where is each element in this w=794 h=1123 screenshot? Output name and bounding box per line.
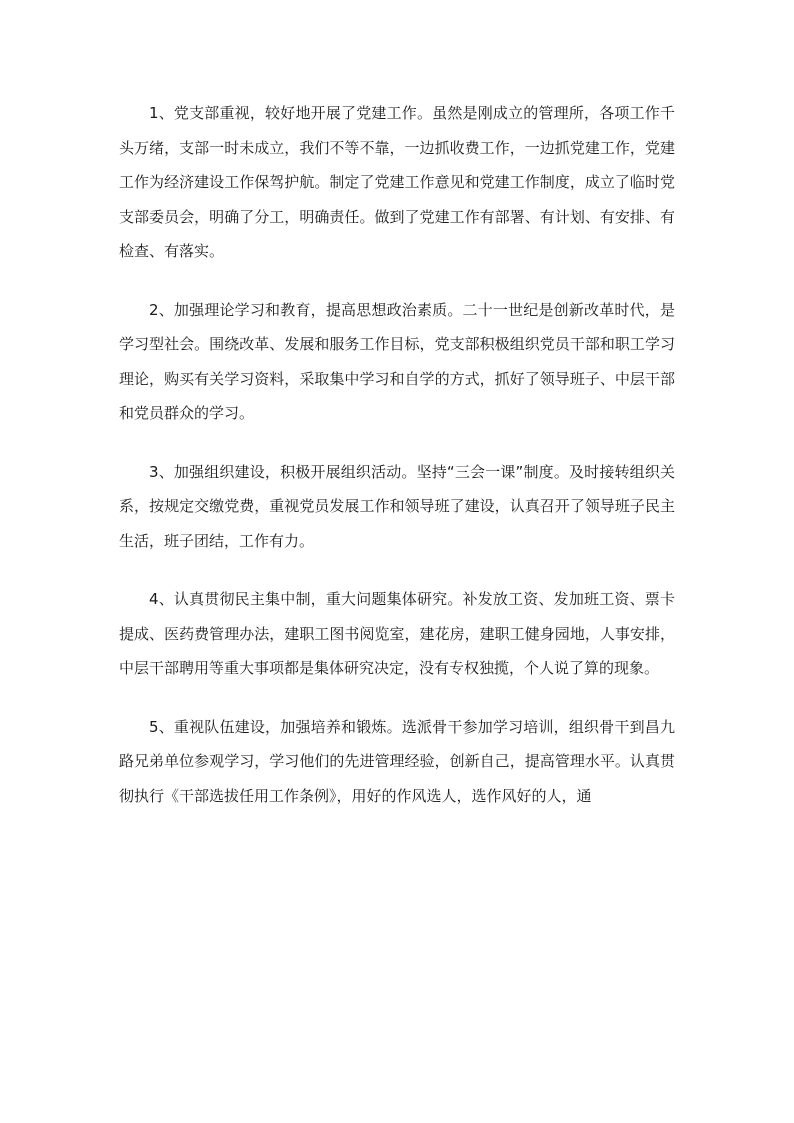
document-body	[119, 96, 675, 837]
paragraph-5: 5、重视队伍建设，加强培养和锻炼。选派骨干参加学习培训，组织骨干到昌九路兄弟单位参观学习，学习他们的先进管理经验，创新自己，提高管理水平。认真贯彻执行《干部选拔任用工作条例》，用好的作风选人，选作风好的人，通	[119, 717, 675, 805]
paragraph-1: 1、党支部重视，较好地开展了党建工作。虽然是刚成立的管理所，各项工作千头万绪，支部一时未成立，我们不等不靠，一边抓收费工作，一边抓党建工作，党建工作为经济建设工作保驾护航。制定了党建工作意见和党建工作制度，成立了临时党支部委员会，明确了分工，明确责任。做到了党建工作有部署、有计划、有安排、有检查、有落实。	[119, 104, 675, 260]
paragraph-4: 4、认真贯彻民主集中制，重大问题集体研究。补发放工资、发加班工资、票卡提成、医药费管理办法，建职工图书阅览室，建花房，建职工健身园地，人事安排，中层干部聘用等重大事项都是集体研究决定，没有专权独揽，个人说了算的现象。	[119, 590, 675, 677]
paragraph-3: 3、加强组织建设，积极开展组织活动。坚持“三会一课”制度。及时接转组织关系，按规定交缴党费，重视党员发展工作和领导班了建设，认真召开了领导班子民主生活，班子团结，工作有力。	[119, 462, 675, 550]
paragraph-2: 2、加强理论学习和教育，提高思想政治素质。二十一世纪是创新改革时代，是学习型社会。围绕改革、发展和服务工作目标，党支部积极组织党员干部和职工学习理论，购买有关学习资料，采取集中学习和自学的方式，抓好了领导班子、中层干部和党员群众的学习。	[119, 300, 675, 422]
